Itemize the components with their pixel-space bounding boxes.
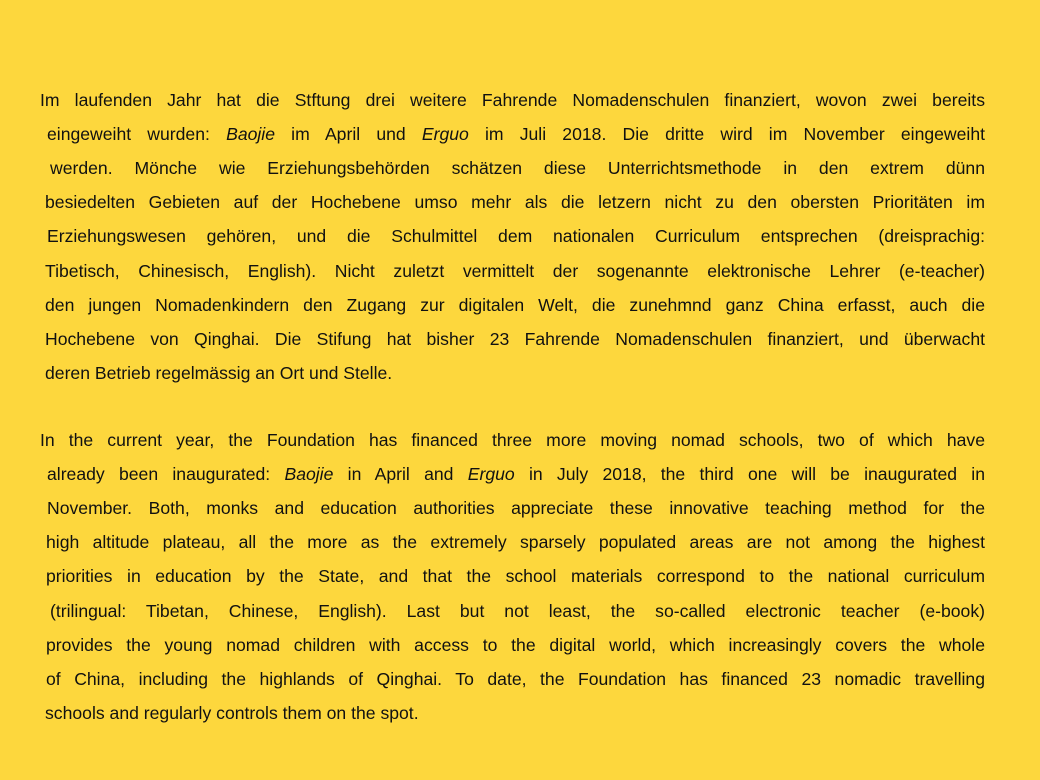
text-line xyxy=(40,429,985,451)
text-run: schools and regularly controls them on the spot. xyxy=(45,702,419,723)
italic-place-name: Baojie xyxy=(226,124,275,145)
text-line xyxy=(45,328,985,350)
text-run: besiedelten Gebieten auf der Hochebene umso mehr als die letzern nicht zu den obersten Prioritäten im xyxy=(45,192,985,213)
text-run: Im laufenden Jahr hat die Stftung drei weitere Fahrende Nomadenschulen finanziert, wovon zwei bereits xyxy=(40,90,985,110)
text-line xyxy=(45,260,985,282)
text-run: den jungen Nomadenkindern den Zugang zur digitalen Welt, die zunehmnd ganz China erfasst, auch die xyxy=(45,294,985,315)
text-run: Tibetisch, Chinesisch, English). Nicht zuletzt vermittelt der sogenannte elektronische Lehrer (e-teacher) xyxy=(45,260,985,281)
text-line xyxy=(47,123,985,145)
text-run: provides the young nomad children with access to the digital world, which increasingly covers the whole xyxy=(46,634,985,655)
text-line xyxy=(40,89,985,111)
text-line xyxy=(47,463,985,485)
italic-place-name: Erguo xyxy=(467,464,515,485)
text-run: Hochebene von Qinghai. Die Stifung hat bisher 23 Fahrende Nomadenschulen finanziert, und überwacht xyxy=(45,328,985,349)
text-line xyxy=(47,497,985,519)
text-line xyxy=(45,191,985,213)
text-run: werden. Mönche wie Erziehungsbehörden schätzen diese Unterrichtsmethode in den extrem dünn xyxy=(50,158,985,179)
text-run: high altitude plateau, all the more as the extremely sparsely populated areas are not among the highest xyxy=(46,532,985,553)
text-line xyxy=(50,157,985,179)
text-line xyxy=(46,634,985,656)
text-line xyxy=(46,565,985,587)
italic-place-name: Baojie xyxy=(284,464,334,485)
text-line xyxy=(47,225,985,247)
text-run: priorities in education by the State, and that the school materials correspond to the national curriculum xyxy=(46,566,985,587)
text-line xyxy=(45,294,985,316)
italic-place-name: Erguo xyxy=(421,124,469,145)
text-run: (trilingual: Tibetan, Chinese, English). Last but not least, the so-called electronic teacher (e-book) xyxy=(50,600,985,621)
text-line xyxy=(46,668,985,690)
text-run: eingeweiht wurden: xyxy=(47,124,227,145)
text-run: im Juli 2018. Die dritte wird im November eingeweiht xyxy=(468,124,985,145)
text-run: of China, including the highlands of Qinghai. To date, the Foundation has financed 23 nomadic travelling xyxy=(46,668,985,689)
text-run: in April and xyxy=(333,464,468,485)
text-line xyxy=(45,702,472,724)
text-run: im April und xyxy=(275,124,422,145)
text-line xyxy=(46,531,985,553)
text-run: deren Betrieb regelmässig an Ort und Stelle. xyxy=(45,362,393,383)
text-run: in July 2018, the third one will be inaugurated in xyxy=(514,464,986,485)
text-run: In the current year, the Foundation has financed three more moving nomad schools, two of which have xyxy=(40,430,985,450)
text-line xyxy=(50,600,985,622)
text-run: Erziehungswesen gehören, und die Schulmittel dem nationalen Curriculum entsprechen (dreisprachig: xyxy=(47,226,985,247)
text-run: already been inaugurated: xyxy=(47,464,285,485)
text-line xyxy=(45,362,440,384)
text-run: November. Both, monks and education authorities appreciate these innovative teaching method for the xyxy=(47,498,985,519)
